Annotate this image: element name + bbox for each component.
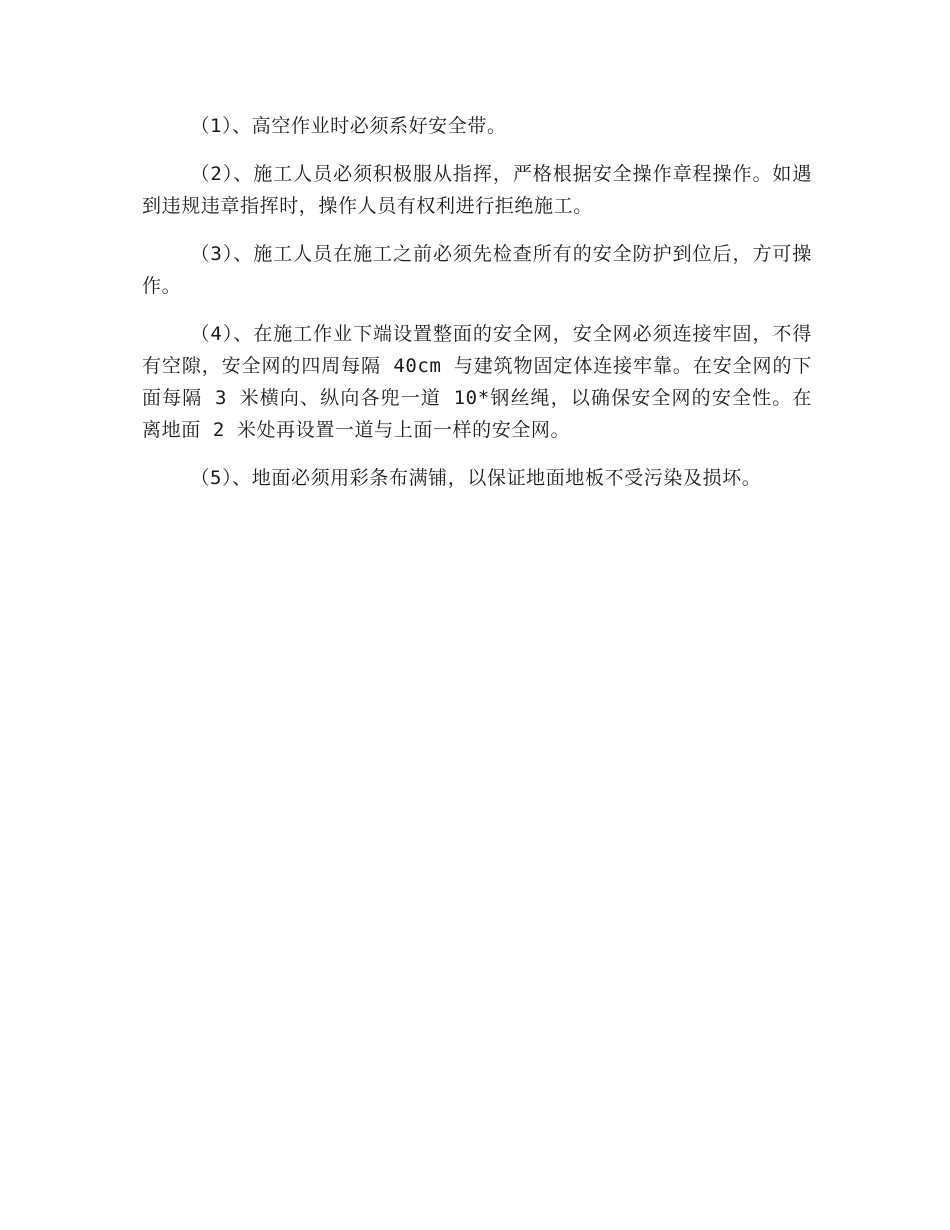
paragraph-1: （1）、高空作业时必须系好安全带。 bbox=[190, 115, 507, 137]
paragraph-4: （4）、在施工作业下端设置整面的安全网，安全网必须连接牢固，不得有空隙，安全网的四周每隔 40cm 与建筑物固定体连接牢靠。在安全网的下面每隔 3 米横向、纵向各兜一道 10*钢丝绳，以确保安全网的安全性。在离地面 2 米处再设置一道与上面一样的安全网。 bbox=[142, 323, 812, 441]
document-body bbox=[142, 110, 812, 510]
paragraph-3: （3）、施工人员在施工之前必须先检查所有的安全防护到位后，方可操作。 bbox=[142, 243, 812, 297]
paragraph-5: （5）、地面必须用彩条布满铺，以保证地面地板不受污染及损坏。 bbox=[190, 467, 762, 489]
paragraph-2: （2）、施工人员必须积极服从指挥，严格根据安全操作章程操作。如遇到违规违章指挥时，操作人员有权利进行拒绝施工。 bbox=[142, 163, 812, 217]
